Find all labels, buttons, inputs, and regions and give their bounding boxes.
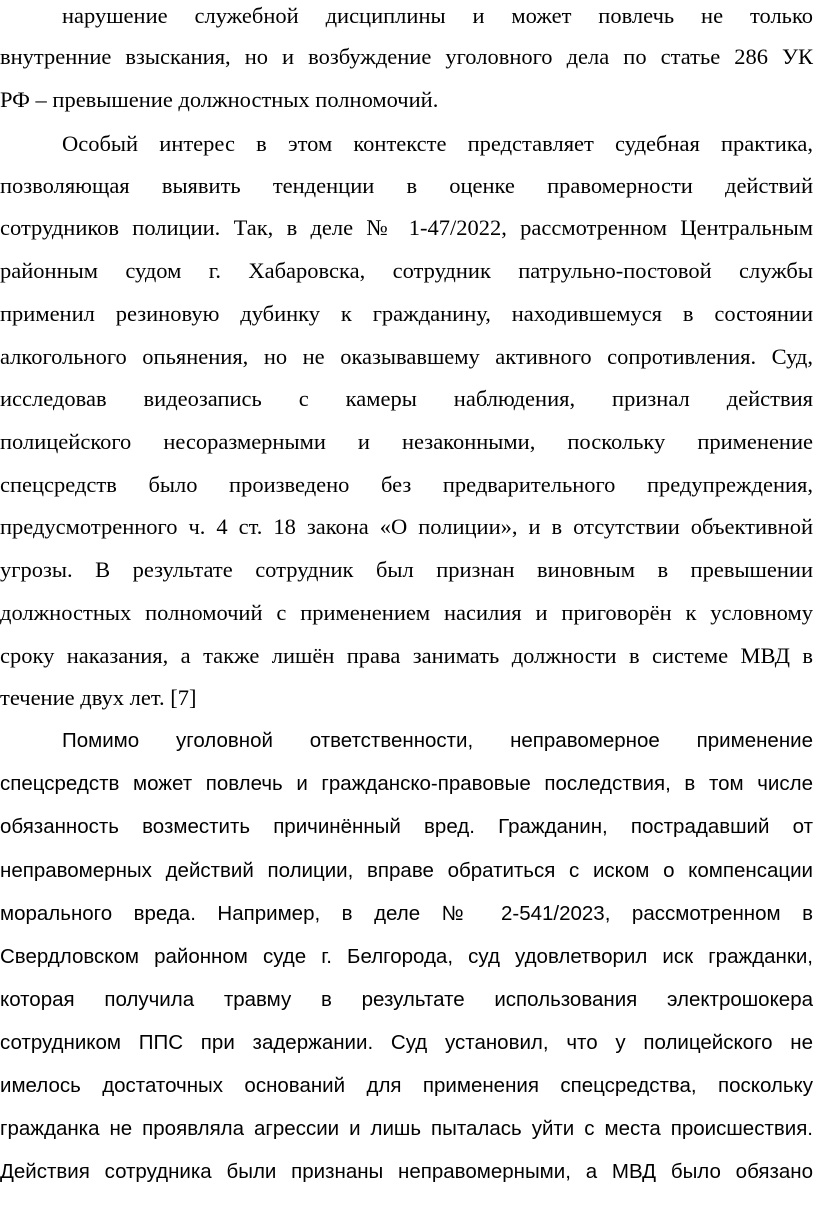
paragraph-2-line-2: позволяющая выявить тенденции в оценке правомерности действий xyxy=(0,173,813,198)
paragraph-1-line-3: РФ – превышение должностных полномочий. xyxy=(0,87,439,112)
paragraph-3-line-5: морального вреда. Например, в деле № 2-541/2023, рассмотренном в xyxy=(0,902,813,925)
paragraph-3-line-9: имелось достаточных оснований для применения спецсредства, поскольку xyxy=(0,1074,813,1097)
paragraph-2-line-4: районным судом г. Хабаровска, сотрудник патрульно-постовой службы xyxy=(0,258,813,283)
paragraph-2-line-11: угрозы. В результате сотрудник был признан виновным в превышении xyxy=(0,557,813,582)
paragraph-3-line-7: которая получила травму в результате использования электрошокера xyxy=(0,988,813,1011)
paragraph-3-line-2: спецсредств может повлечь и гражданско-правовые последствия, в том числе xyxy=(0,772,813,795)
paragraph-2-line-9: спецсредств было произведено без предварительного предупреждения, xyxy=(0,472,813,497)
paragraph-3-line-3: обязанность возместить причинённый вред. Гражданин, пострадавший от xyxy=(0,815,813,838)
paragraph-1-line-2: внутренние взыскания, но и возбуждение уголовного дела по статье 286 УК xyxy=(0,44,813,69)
paragraph-3-line-1: Помимо уголовной ответственности, неправомерное применение xyxy=(62,729,813,752)
paragraph-1-line-1: нарушение служебной дисциплины и может повлечь не только xyxy=(62,3,813,28)
paragraph-3-line-10: гражданка не проявляла агрессии и лишь пыталась уйти с места происшествия. xyxy=(0,1117,813,1140)
paragraph-3-line-6: Свердловском районном суде г. Белгорода, суд удовлетворил иск гражданки, xyxy=(0,945,813,968)
paragraph-2-line-7: исследовав видеозапись с камеры наблюдения, признал действия xyxy=(0,386,813,411)
paragraph-2-line-1: Особый интерес в этом контексте представляет судебная практика, xyxy=(62,131,813,156)
paragraph-2-line-14: течение двух лет. [7] xyxy=(0,685,197,710)
paragraph-2-line-6: алкогольного опьянения, но не оказывавшему активного сопротивления. Суд, xyxy=(0,344,813,369)
paragraph-2-line-13: сроку наказания, а также лишён права занимать должности в системе МВД в xyxy=(0,643,813,668)
paragraph-2-line-3: сотрудников полиции. Так, в деле № 1-47/2022, рассмотренном Центральным xyxy=(0,215,813,240)
paragraph-2-line-12: должностных полномочий с применением насилия и приговорён к условному xyxy=(0,600,813,625)
paragraph-2-line-8: полицейского несоразмерными и незаконными, поскольку применение xyxy=(0,429,813,454)
paragraph-3-line-11: Действия сотрудника были признаны неправомерными, а МВД было обязано xyxy=(0,1160,813,1183)
paragraph-3-line-8: сотрудником ППС при задержании. Суд установил, что у полицейского не xyxy=(0,1031,813,1054)
paragraph-2-line-10: предусмотренного ч. 4 ст. 18 закона «О полиции», и в отсутствии объективной xyxy=(0,514,813,539)
paragraph-3-line-4: неправомерных действий полиции, вправе обратиться с иском о компенсации xyxy=(0,859,813,882)
paragraph-2-line-5: применил резиновую дубинку к гражданину, находившемуся в состоянии xyxy=(0,301,813,326)
